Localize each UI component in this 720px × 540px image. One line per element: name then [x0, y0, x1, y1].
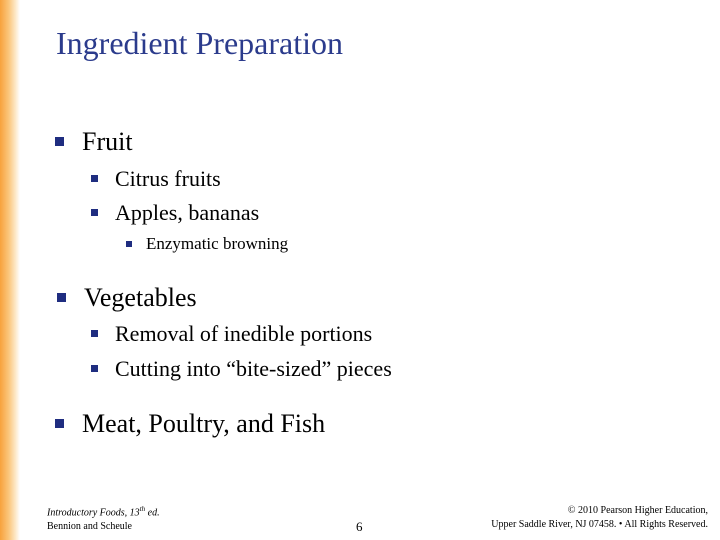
bullet-square-icon	[91, 175, 98, 182]
book-authors: Bennion and Scheule	[47, 520, 132, 532]
bullet-square-icon	[55, 137, 64, 146]
slide-title: Ingredient Preparation	[56, 25, 343, 61]
footer-citation	[47, 505, 160, 533]
subsub-bullet-browning	[146, 234, 288, 254]
side-accent-bar	[0, 0, 20, 540]
footer-copyright	[491, 504, 708, 531]
bullet-meat	[82, 408, 325, 439]
bullet-label: Fruit	[82, 127, 133, 156]
bullet-square-icon	[91, 365, 98, 372]
bullet-square-icon	[91, 209, 98, 216]
page-number: 6	[356, 519, 363, 534]
bullet-label: Meat, Poultry, and Fish	[82, 409, 326, 438]
bullet-square-icon	[126, 241, 132, 247]
bullet-label: Cutting into “bite-sized” pieces	[115, 356, 392, 381]
book-title: Introductory Foods, 13th ed.	[47, 505, 160, 519]
sub-bullet-apples	[115, 200, 259, 226]
bullet-label: Apples, bananas	[115, 200, 260, 225]
bullet-square-icon	[57, 293, 66, 302]
copyright-line-2: Upper Saddle River, NJ 07458. • All Rights Reserved.	[491, 518, 708, 530]
sub-bullet-cutting	[115, 356, 392, 382]
bullet-fruit	[82, 126, 133, 157]
bullet-label: Removal of inedible portions	[115, 321, 373, 346]
bullet-label: Vegetables	[84, 283, 197, 312]
sub-bullet-removal	[115, 321, 372, 347]
bullet-vegetables	[84, 282, 197, 313]
copyright-line-1: © 2010 Pearson Higher Education,	[567, 505, 708, 516]
sub-bullet-citrus	[115, 166, 221, 192]
bullet-square-icon	[55, 419, 64, 428]
bullet-square-icon	[91, 330, 98, 337]
bullet-label: Citrus fruits	[115, 166, 221, 191]
bullet-label: Enzymatic browning	[146, 234, 289, 253]
